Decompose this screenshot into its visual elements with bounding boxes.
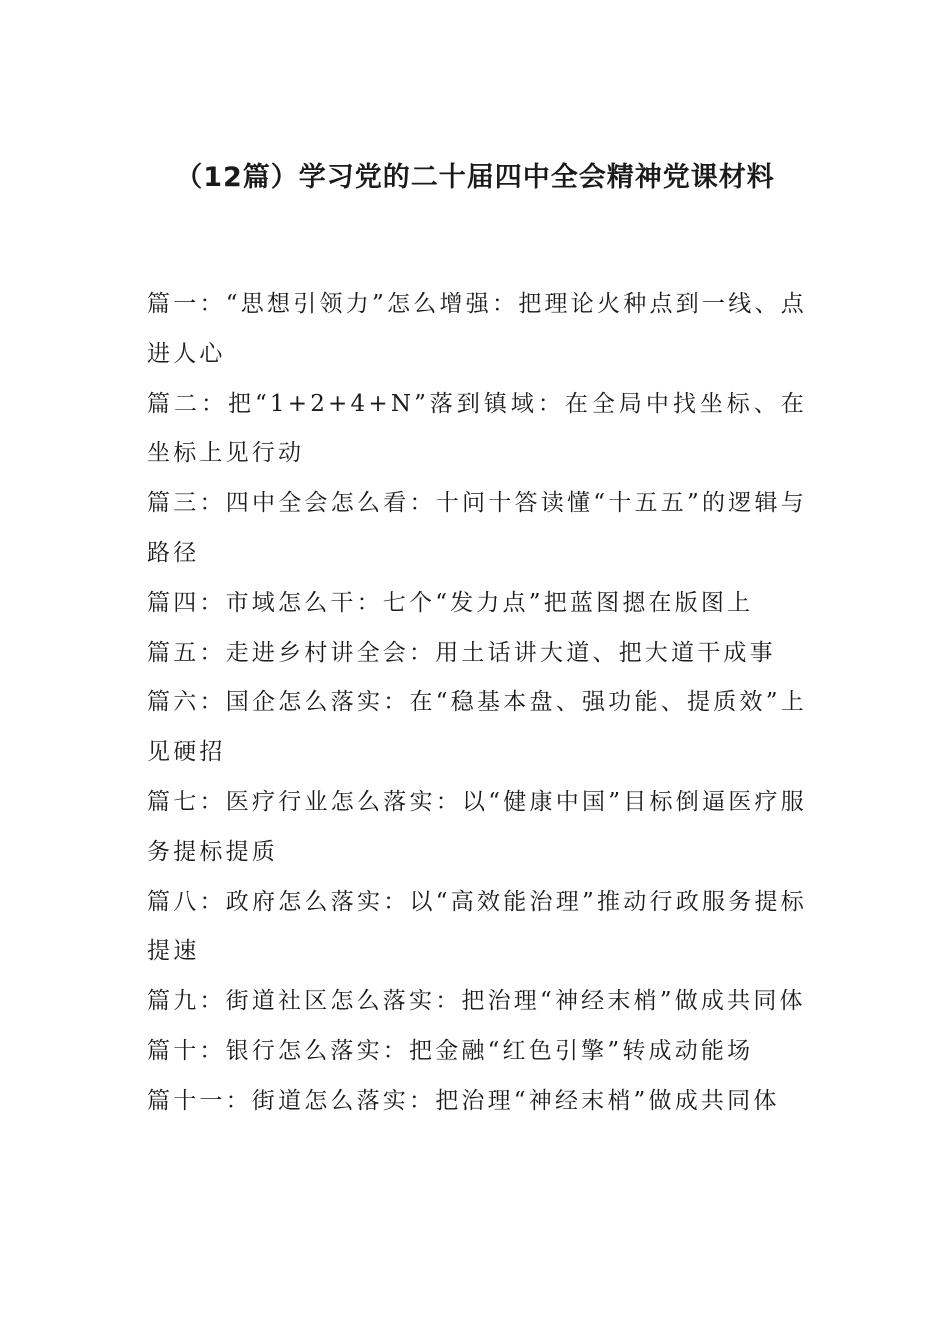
article-item-11: 篇十一：街道怎么落实：把治理“神经末梢”做成共同体 xyxy=(147,1087,780,1114)
article-item-1: 篇一：“思想引领力”怎么增强：把理论火种点到一线、点进人心 xyxy=(147,291,807,367)
article-item-3: 篇三：四中全会怎么看：十问十答读懂“十五五”的逻辑与路径 xyxy=(147,490,807,566)
article-item-10: 篇十：银行怎么落实：把金融“红色引擎”转成动能场 xyxy=(147,1037,754,1064)
article-item-7: 篇七：医疗行业怎么落实：以“健康中国”目标倒逼医疗服务提标提质 xyxy=(147,788,807,865)
article-item-9: 篇九：街道社区怎么落实：把治理“神经末梢”做成共同体 xyxy=(147,988,806,1015)
document-title: （12篇）学习党的二十届四中全会精神党课材料 xyxy=(175,162,775,193)
article-item-5: 篇五：走进乡村讲全会：用土话讲大道、把大道干成事 xyxy=(147,639,776,666)
article-item-8: 篇八：政府怎么落实：以“高效能治理”推动行政服务提标提速 xyxy=(147,888,807,965)
article-item-2: 篇二：把“1+2+4+N”落到镇域：在全局中找坐标、在坐标上见行动 xyxy=(147,390,807,467)
article-item-4: 篇四：市域怎么干：七个“发力点”把蓝图摁在版图上 xyxy=(147,589,754,616)
article-item-6: 篇六：国企怎么落实：在“稳基本盘、强功能、提质效”上见硬招 xyxy=(147,689,807,766)
article-list xyxy=(147,280,807,1127)
